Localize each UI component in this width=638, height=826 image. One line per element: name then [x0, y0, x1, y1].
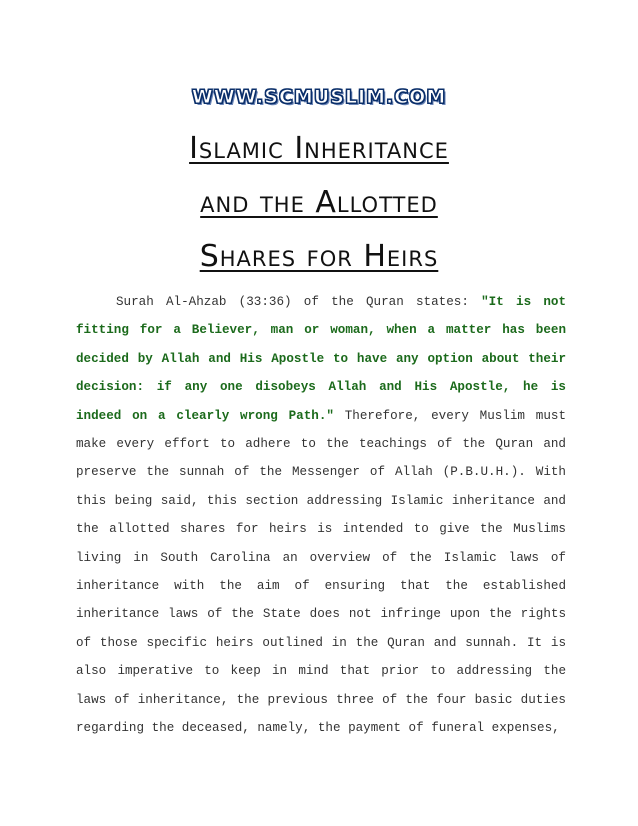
title-line-3: Shares for Heirs — [199, 239, 439, 274]
title-line-1: Islamic Inheritance — [189, 131, 449, 166]
paragraph-rest: Therefore, every Muslim must make every effort to adhere to the teachings of the Quran and preserve the sunnah of the Messenger of Allah (P.B.U.H.). With this being said, this section addressing Islamic inheritance and the allotted shares for heirs is intended to give the Muslims living in South Carolina an overview of the Islamic laws of inheritance with the aim of ensuring that the established inheritance laws of the State does not infringe upon the rights of those specific heirs outlined in the Quran and sunnah. It is also imperative to keep in mind that prior to addressing the laws of inheritance, the previous three of the four basic duties regarding the deceased, namely, the payment of funeral expenses, — [76, 408, 567, 736]
paragraph-intro: Surah Al-Ahzab (33:36) of the Quran states: — [116, 295, 482, 309]
title-line-2: and the Allotted — [200, 185, 438, 220]
page-title — [60, 128, 578, 290]
site-url-header: WWW.SCMUSLIM.COM — [191, 86, 447, 108]
quran-quote: "It is not fitting for a Believer, man or woman, when a matter has been decided by Allah and His Apostle to have any option about their decision: if any one disobeys Allah and His Apostle, he is indeed on a clearly wrong Path." — [76, 295, 567, 423]
body-paragraph — [76, 288, 566, 743]
